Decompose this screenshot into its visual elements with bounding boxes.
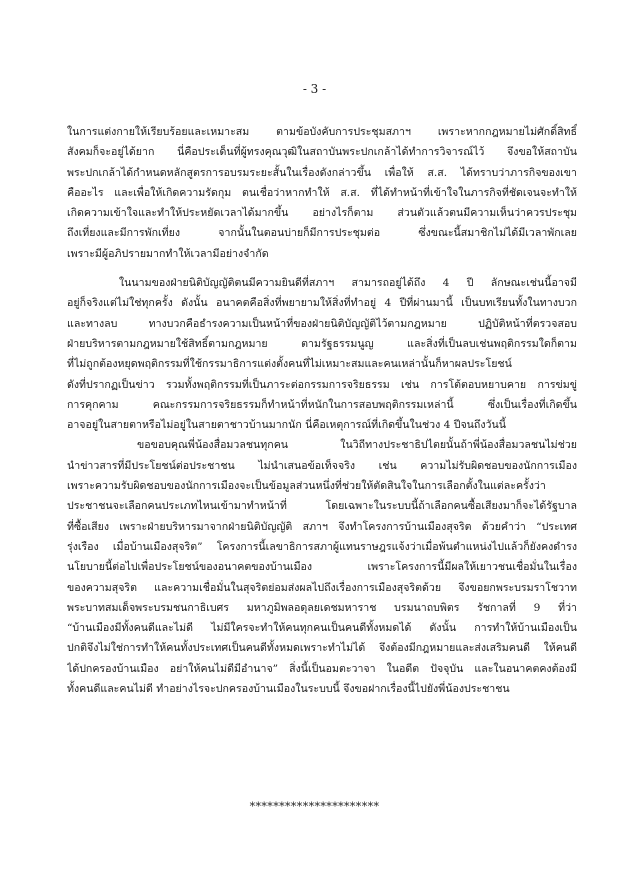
text-line: และทางลบ ทางบวกคือธำรงความเป็นหน้าที่ของฝ่ายนิติบัญญัติไว้ตามกฎหมาย ปฏิบัติหน้าที่ตรวจสอบ xyxy=(67,317,577,330)
text-line: เพราะมีผู้อภิปรายมากทำให้เวลามีอย่างจำกัด xyxy=(67,247,269,260)
page-number: - 3 - xyxy=(302,82,327,96)
text-line: ในการแต่งกายให้เรียบร้อยและเหมาะสม ตามข้อบังคับการประชุมสภาฯ เพราะหากกฎหมายไม่ศักดิ์สิทธิ์ xyxy=(67,126,577,138)
document-body xyxy=(67,122,577,699)
text-line: ที่ไม่ถูกต้องหยุดพฤติกรรมที่ใช้กรรมาธิการแต่งตั้งคนที่ไม่เหมาะสมและคนเหล่านั้นก็หาผลประโยชน์ xyxy=(67,358,512,371)
text-line: ดังที่ปรากฏเป็นข่าว รวมทั้งพฤติกรรมที่เป็นภาระต่อกรรมการจริยธรรม เช่น การโต้ตอบหยาบคาย การข่มขู่ xyxy=(67,378,577,391)
text-line: ในนามของฝ่ายนิติบัญญัติตนมีความยินดีที่สภาฯ สามารถอยู่ได้ถึง 4 ปี ลักษณะเช่นนี้อาจมี xyxy=(119,277,577,290)
text-line: อาจอยู่ในสายตาหรือไม่อยู่ในสายตาชาวบ้านมากนัก นี่คือเหตุการณ์ที่เกิดขึ้นในช่วง 4 ปีจนถึงวันนี้ xyxy=(67,419,506,432)
text-line: คืออะไร และเพื่อให้เกิดความรัดกุม ตนเชื่อว่าหากทำให้ ส.ส. ที่ได้ทำหน้าที่เข้าใจในภารกิจที่ชัดเจนจะทำให้ xyxy=(67,186,577,199)
text-line: รุ่งเรือง เมื่อบ้านเมืองสุจริต” โครงการนี้เลขาธิการสภาผู้แทนราษฎรแจ้งว่าเมื่อพ้นตำแหน่งไปแล้วก็ยังคงดำรง xyxy=(67,540,577,553)
text-line: เพราะความรับผิดชอบของนักการเมืองจะเป็นข้อมูลส่วนหนึ่งที่ช่วยให้ตัดสินใจในการเลือกตั้งในแต่ละครั้งว่า xyxy=(67,480,546,493)
text-line: สังคมก็จะอยู่ได้ยาก นี่คือประเด็นที่ผู้ทรงคุณวุฒิในสถาบันพระปกเกล้าได้ทำการวิจารณ์ไว้ จึงขอให้สถาบัน xyxy=(67,146,577,159)
text-line: ฝ่ายบริหารตามกฎหมายใช้สิทธิ์ตามกฎหมาย ตามรัฐธรรมนูญ และสิ่งที่เป็นลบเช่นพฤติกรรมใดก็ตาม xyxy=(67,337,577,350)
paragraph-2 xyxy=(67,273,577,435)
end-of-document-marker: ********************** xyxy=(249,800,380,813)
text-line: ถึงเที่ยงและมีการพักเที่ยง จากนั้นในตอนบ่ายก็มีการประชุมต่อ ซึ่งขณะนี้สมาชิกไม่ได้มีเวลาพักเลย xyxy=(67,227,577,240)
text-line: พระปกเกล้าได้กำหนดหลักสูตรการอบรมระยะสั้นในเรื่องดังกล่าวขึ้น เพื่อให้ ส.ส. ได้ทราบว่าภารกิจของเขา xyxy=(67,166,577,179)
text-line: นำข่าวสารที่มีประโยชน์ต่อประชาชน ไม่นำเสนอข้อเท็จจริง เช่น ความไม่รับผิดชอบของนักการเมือง xyxy=(67,459,577,472)
text-line: ของความสุจริต และความเชื่อมั่นในสุจริตย่อมส่งผลไปถึงเรื่องการเมืองสุจริตด้วย จึงขอยกพระบรมราโชวาท xyxy=(67,581,577,594)
text-line: ปกติจึงไม่ใช่การทำให้คนทั้งประเทศเป็นคนดีทั้งหมดเพราะทำไม่ได้ จึงต้องมีกฎหมายและส่งเสริมคนดี ให้คนดี xyxy=(67,642,577,655)
text-line: อยู่ก็จริงแต่ไม่ใช่ทุกครั้ง ดังนั้น อนาคตคือสิ่งที่พยายามให้สิ่งที่ทำอยู่ 4 ปีที่ผ่านมานี้ เป็นบทเรียนทั้งในทางบวก xyxy=(67,297,577,310)
text-line: การคุกคาม คณะกรรมการจริยธรรมก็ทำหน้าที่หนักในการสอบพฤติกรรมเหล่านี้ ซึ่งเป็นเรื่องที่เกิดขึ้น xyxy=(67,398,577,411)
text-line: “บ้านเมืองมีทั้งคนดีและไม่ดี ไม่มีใครจะทำให้คนทุกคนเป็นคนดีทั้งหมดได้ ดังนั้น การทำให้บ้านเมืองเป็น xyxy=(67,622,577,635)
text-line: ที่ซื้อเสียง เพราะฝ่ายบริหารมาจากฝ่ายนิติบัญญัติ สภาฯ จึงทำโครงการบ้านเมืองสุจริต ด้วยคำว่า “ประเทศ xyxy=(67,520,577,533)
text-line: ประชาชนจะเลือกคนประเภทไหนเข้ามาทำหน้าที่ โดยเฉพาะในระบบนี้ถ้าเลือกคนซื้อเสียงมาก็จะได้รัฐบาล xyxy=(67,500,577,513)
text-line: ทั้งคนดีและคนไม่ดี ทำอย่างไรจะปกครองบ้านเมืองในระบบนี้ จึงขอฝากเรื่องนี้ไปยังพี่น้องประชาชน xyxy=(67,683,510,696)
paragraph-3 xyxy=(67,435,577,699)
text-line: พระบาทสมเด็จพระบรมชนกาธิเบศร มหาภูมิพลอดุลยเดชมหาราช บรมนาถบพิตร รัชกาลที่ 9 ที่ว่า xyxy=(67,601,577,614)
text-line: เกิดความเข้าใจและทำให้ประหยัดเวลาได้มากขึ้น อย่างไรก็ตาม ส่วนตัวแล้วตนมีความเห็นว่าควรประชุม xyxy=(67,207,577,220)
paragraph-1 xyxy=(67,122,577,264)
text-line: ขอขอบคุณพี่น้องสื่อมวลชนทุกคน ในวิถีทางประชาธิปไตยนั้นถ้าพี่น้องสื่อมวลชนไม่ช่วย xyxy=(137,439,577,452)
text-line: นโยบายนี้ต่อไปเพื่อประโยชน์ของอนาคตของบ้านเมือง เพราะโครงการนี้มีผลให้เยาวชนเชื่อมั่นในเรื่อง xyxy=(67,561,577,574)
text-line: ได้ปกครองบ้านเมือง อย่าให้คนไม่ดีมีอำนาจ” สิ่งนี้เป็นอมตะวาจา ในอดีต ปัจจุบัน และในอนาคตคงต้องมี xyxy=(67,662,577,675)
